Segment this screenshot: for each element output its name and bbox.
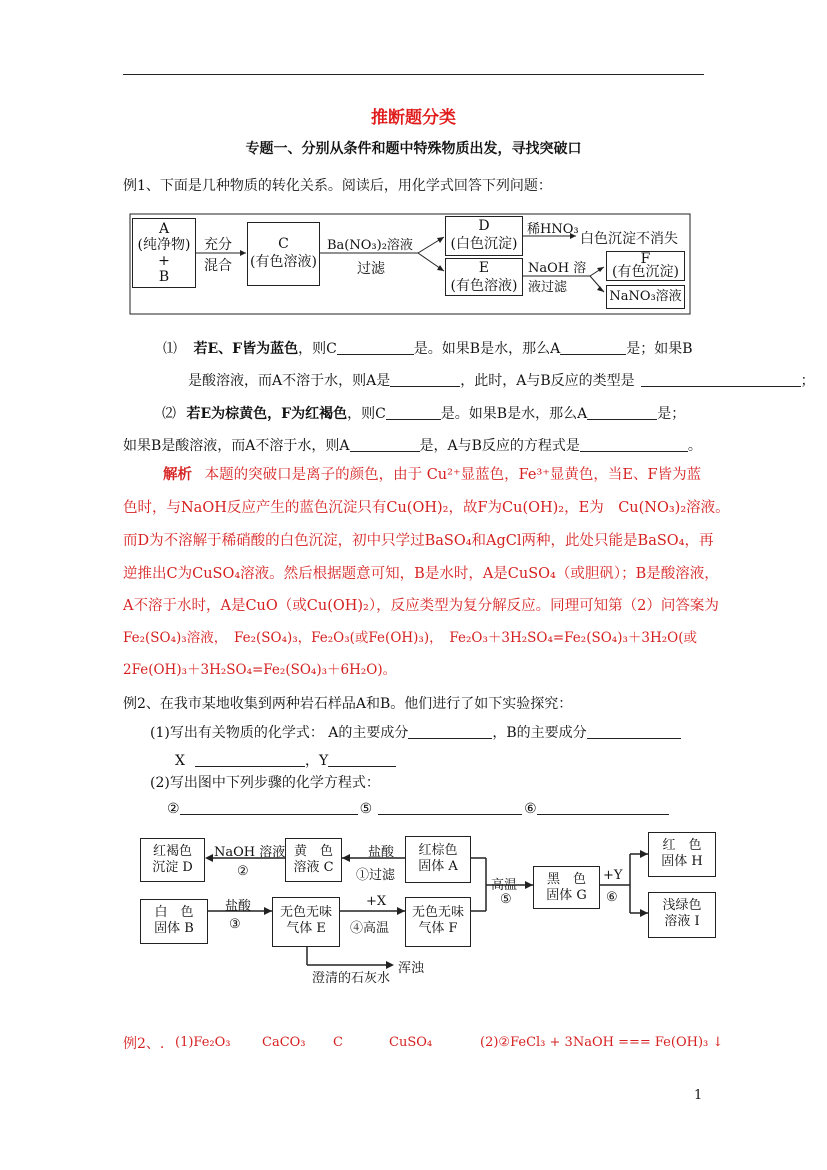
filter-label: 过滤 [357, 261, 385, 277]
q2-text1: ，则C [347, 406, 386, 422]
ex2-answer-3: C [333, 1035, 343, 1050]
hcl-label-2: 盐酸 [225, 899, 252, 914]
box-g-line2: 固体 G [546, 888, 587, 903]
naoh-label-2: 液过滤 [528, 280, 568, 295]
box-c2 [285, 838, 342, 882]
box-h-line2: 固体 H [661, 854, 703, 869]
box-d2-line1: 红褐色 [152, 844, 192, 859]
ex2-mark-2: ② [167, 801, 180, 817]
box-f2-line2: 气体 F [418, 921, 458, 936]
ba-no3-label: Ba(NO₃)₂溶液 [327, 238, 413, 253]
box-b2 [140, 899, 208, 944]
step2-label: ② [237, 864, 249, 879]
analysis-label: 解析 [163, 466, 192, 483]
box-h-line1: 红 色 [662, 838, 702, 853]
q1-number: ⑴ [163, 341, 177, 357]
box-e2-line1: 无色无味 [279, 905, 332, 920]
ex2-q2: (2)写出图中下列步骤的化学方程式： [150, 775, 380, 791]
q1-text6: ； [800, 373, 815, 389]
ex2-intro: 例2、在我市某地收集到两种岩石样品A和B。他们进行了如下实验探究： [123, 696, 573, 712]
box-c2-line1: 黄 色 [293, 844, 333, 859]
box-c2-line2: 溶液 C [293, 860, 334, 875]
page-title: 推断题分类 [371, 108, 456, 128]
box-a2-line1: 红棕色 [418, 843, 458, 858]
high-temp-label: 高温 [491, 878, 518, 893]
q1-text4: 是酸溶液，而A不溶于水，则A是 [188, 373, 391, 389]
box-c-label: C [278, 236, 289, 252]
ex2-mark-5: ⑤ [359, 801, 373, 817]
q2-text2: 是。如果B是水，那么A [440, 406, 588, 422]
box-f-note: (有色沉淀) [612, 264, 679, 280]
ex2-answer-label: 例2、. [123, 1036, 165, 1052]
box-a2-line2: 固体 A [418, 859, 458, 874]
box-a-label: A [158, 221, 170, 237]
analysis-line-7: 2Fe(OH)₃＋3H₂SO₄=Fe₂(SO₄)₃＋6H₂O)。 [123, 662, 397, 678]
limewater-label: 澄清的石灰水 [312, 971, 391, 986]
q2-text6: 。 [687, 438, 702, 454]
box-d-note: (白色沉淀) [450, 236, 518, 252]
q1-condition: 若E、F皆为蓝色 [193, 341, 299, 357]
ex2-answer-2: CaCO₃ [262, 1035, 306, 1050]
box-h [648, 832, 716, 877]
analysis-line-4: 逆推出C为CuSO₄溶液。然后根据题意可知，B是水时，A是CuSO₄（或胆矾）；B是酸溶液， [123, 566, 719, 582]
box-a2 [405, 836, 471, 883]
box-e2 [272, 897, 340, 947]
box-f2-line1: 无色无味 [411, 905, 464, 920]
q2-text4: 如果B是酸溶液，而A不溶于水，则A [123, 438, 350, 454]
box-i [648, 892, 716, 938]
mix-label-2: 混合 [204, 258, 232, 274]
ex2-x-label: X [175, 753, 185, 769]
hcl-label-1: 盐酸 [368, 845, 395, 860]
ex2-answer-1: (1)Fe₂O₃ [175, 1035, 231, 1050]
step6-label: ⑥ [606, 890, 618, 905]
box-d2 [140, 838, 205, 882]
box-b2-line2: 固体 B [154, 921, 194, 936]
naoh-label-1: NaOH 溶 [528, 261, 587, 276]
q1-text5: ，此时，A与B反应的类型是 [460, 373, 635, 389]
analysis-line-2: 色时，与NaOH反应产生的蓝色沉淀只有Cu(OH)₂，故F为Cu(OH)₂，E为 Cu(NO₃)₂溶液。 [123, 500, 730, 516]
box-b2-line1: 白 色 [154, 905, 194, 920]
box-i-line2: 溶液 I [664, 914, 700, 929]
box-g [533, 866, 600, 909]
analysis-line-5: A不溶于水时，A是CuO（或Cu(OH)₂），反应类型为复分解反应。同理可知第（2）问答案为 [123, 598, 719, 614]
box-e-note: (有色溶液) [450, 278, 518, 294]
box-f2 [405, 897, 471, 947]
box-d2-line2: 沉淀 D [152, 860, 193, 875]
turbid-label: 浑浊 [398, 961, 425, 976]
step1-label: ①过滤 [356, 868, 396, 883]
box-a-note: (纯净物) [137, 237, 191, 253]
ex1-intro: 例1、下面是几种物质的转化关系。阅读后，用化学式回答下列问题： [123, 178, 552, 194]
plus-y-label: +Y [603, 868, 623, 883]
mix-label-1: 充分 [204, 237, 232, 253]
step4-label: ④高温 [350, 921, 390, 936]
ex2-answer-4: CuSO₄ [389, 1035, 433, 1050]
ex2-answer-5: (2)②FeCl₃ + 3NaOH === Fe(OH)₃ ↓ [480, 1035, 724, 1050]
white-precipitate-result: 白色沉淀不消失 [580, 231, 678, 247]
q1-text2: 是。如果B是水，那么A [413, 341, 561, 357]
box-plus: + [158, 253, 170, 269]
naoh-solution-label: NaOH 溶液 [214, 845, 286, 860]
step3-label: ③ [229, 917, 241, 932]
box-c-note: (有色溶液) [250, 254, 317, 270]
step5-label: ⑤ [500, 892, 512, 907]
q1-text1: ，则C [298, 341, 337, 357]
q2-number: ⑵ [162, 406, 176, 422]
ex2-mark-6: ⑥ [524, 801, 537, 817]
q2-text5: 是，A与B反应的方程式是 [419, 438, 580, 454]
box-g-line1: 黑 色 [546, 872, 586, 887]
q2-condition: 若E为棕黄色，F为红褐色 [186, 406, 348, 422]
analysis-line-6: Fe₂(SO₄)₃溶液， Fe₂(SO₄)₃，Fe₂O₃(或Fe(OH)₃)， Fe₂O₃＋3H₂SO₄=Fe₂(SO₄)₃＋3H₂O(或 [123, 630, 697, 646]
box-e2-line2: 气体 E [286, 921, 326, 936]
box-f-label: F [640, 251, 651, 267]
ex2-q1-text-b: ，B的主要成分 [492, 725, 587, 741]
page-number: 1 [694, 1088, 703, 1103]
q1-text3: 是；如果B [626, 341, 693, 357]
plus-x-label: +X [366, 894, 387, 909]
analysis-line-3: 而D为不溶解于稀硝酸的白色沉淀，初中只学过BaSO₄和AgCl两种，此处只能是BaSO₄，再 [123, 533, 714, 549]
box-b-label: B [158, 269, 170, 285]
hno3-label: 稀HNO₃ [527, 222, 579, 237]
box-d-label: D [478, 218, 490, 234]
q2-text3: 是； [657, 406, 686, 422]
analysis-text-1: 本题的突破口是离子的颜色，由于 Cu²⁺显蓝色，Fe³⁺显黄色，当E、F皆为蓝 [204, 467, 702, 483]
box-i-line1: 浅绿色 [662, 898, 702, 913]
box-e-label: E [478, 260, 490, 276]
box-nano3: NaNO₃溶液 [606, 285, 685, 309]
section-subtitle: 专题一、分别从条件和题中特殊物质出发，寻找突破口 [245, 141, 582, 157]
ex2-q1-text-a: (1)写出有关物质的化学式： A的主要成分 [150, 725, 409, 741]
ex2-y-label: ，Y [304, 753, 329, 769]
